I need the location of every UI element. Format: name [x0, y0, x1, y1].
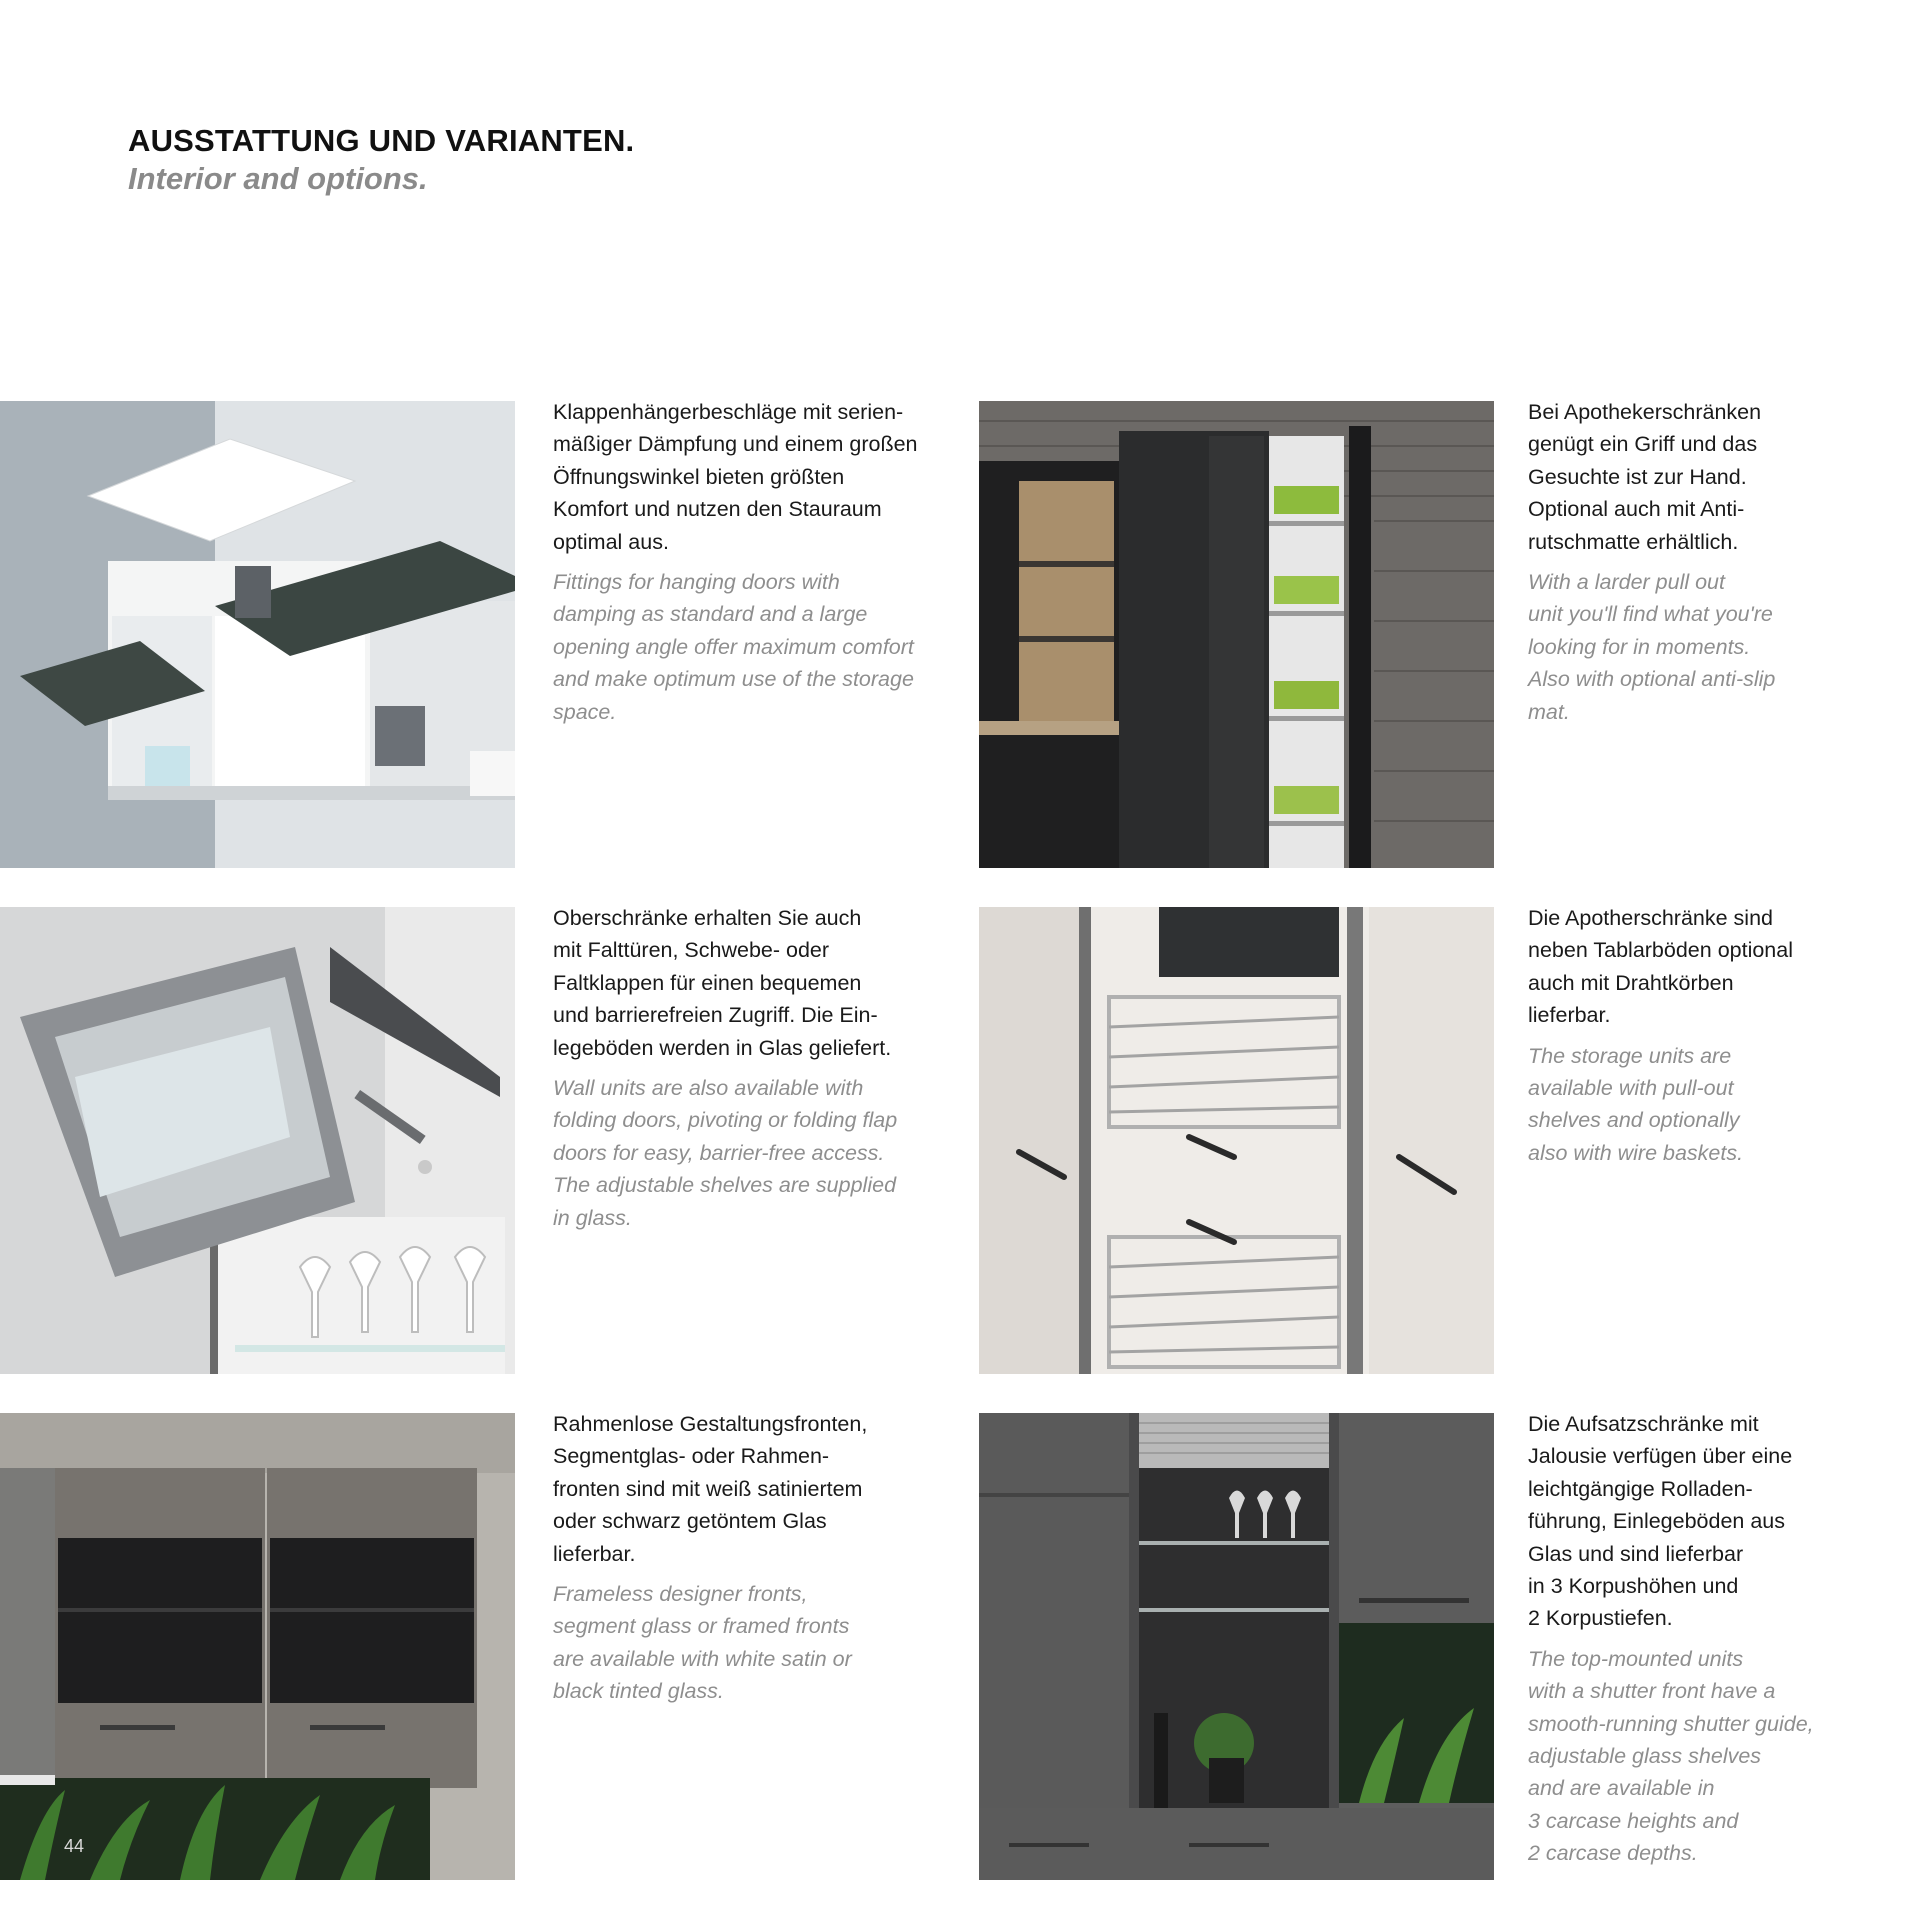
- english-text: The storage units are available with pull-out shelves and optionally also with wire baskets.: [1528, 1043, 1744, 1165]
- english-text: Fittings for hanging doors with damping as standard and a large opening angle offer maximum comfort and make optimum use of the storage space.: [553, 570, 914, 724]
- photo-glass-fronts: [0, 1413, 515, 1880]
- german-text: Rahmenlose Gestaltungsfronten, Segmentglas- oder Rahmen- fronten sind mit weiß satiniertem oder schwarz getöntem Glas lieferbar.: [553, 1412, 868, 1566]
- photo-shutter-units: [979, 1413, 1494, 1880]
- text-block-shutter-units: [1528, 1408, 1920, 1870]
- english-text: Wall units are also available with folding doors, pivoting or folding flap doors for easy, barrier-free access. The adjustable shelves are supplied in glass.: [553, 1076, 898, 1230]
- photo-wire-baskets: [979, 907, 1494, 1374]
- photo-flap-fittings: [0, 401, 515, 868]
- text-block-wire-baskets: [1528, 902, 1920, 1169]
- page-title: AUSSTATTUNG UND VARIANTEN.: [128, 123, 635, 158]
- german-text: Die Aufsatzschränke mit Jalousie verfügen über eine leichtgängige Rolladen- führung, Einlegeböden aus Glas und sind lieferbar in 3 Korpushöhen und 2 Korpustiefen.: [1528, 1412, 1793, 1631]
- german-text: Bei Apothekerschränken genügt ein Griff und das Gesuchte ist zur Hand. Optional auch mit Anti- rutschmatte erhältlich.: [1528, 400, 1762, 554]
- photo-wall-unit-flap: [0, 907, 515, 1374]
- german-text: Klappenhängerbeschläge mit serien- mäßiger Dämpfung und einem großen Öffnungswinkel bieten größten Komfort und nutzen den Stauraum optimal aus.: [553, 400, 918, 554]
- english-text: Frameless designer fronts, segment glass or framed fronts are available with white satin or black tinted glass.: [553, 1582, 852, 1704]
- german-text: Oberschränke erhalten Sie auch mit Falttüren, Schwebe- oder Faltklappen für einen bequemen und barrierefreien Zugriff. Die Ein- legeböden werden in Glas geliefert.: [553, 906, 892, 1060]
- page-number: 44: [64, 1836, 85, 1856]
- page-subtitle: Interior and options.: [128, 161, 428, 196]
- english-text: The top-mounted units with a shutter front have a smooth-running shutter guide, adjustable glass shelves and are available in 3 carcase heights and 2 carcase depths.: [1528, 1646, 1814, 1866]
- text-block-flap-fittings: [553, 396, 953, 728]
- photo-larder-unit: [979, 401, 1494, 868]
- german-text: Die Apotherschränke sind neben Tablarböden optional auch mit Drahtkörben lieferbar.: [1528, 906, 1794, 1028]
- text-block-larder-unit: [1528, 396, 1920, 728]
- page-header: [128, 122, 634, 198]
- text-block-wall-units: [553, 902, 953, 1234]
- english-text: With a larder pull out unit you'll find what you're looking for in moments. Also with optional anti-slip mat.: [1528, 570, 1776, 724]
- text-block-glass-fronts: [553, 1408, 953, 1708]
